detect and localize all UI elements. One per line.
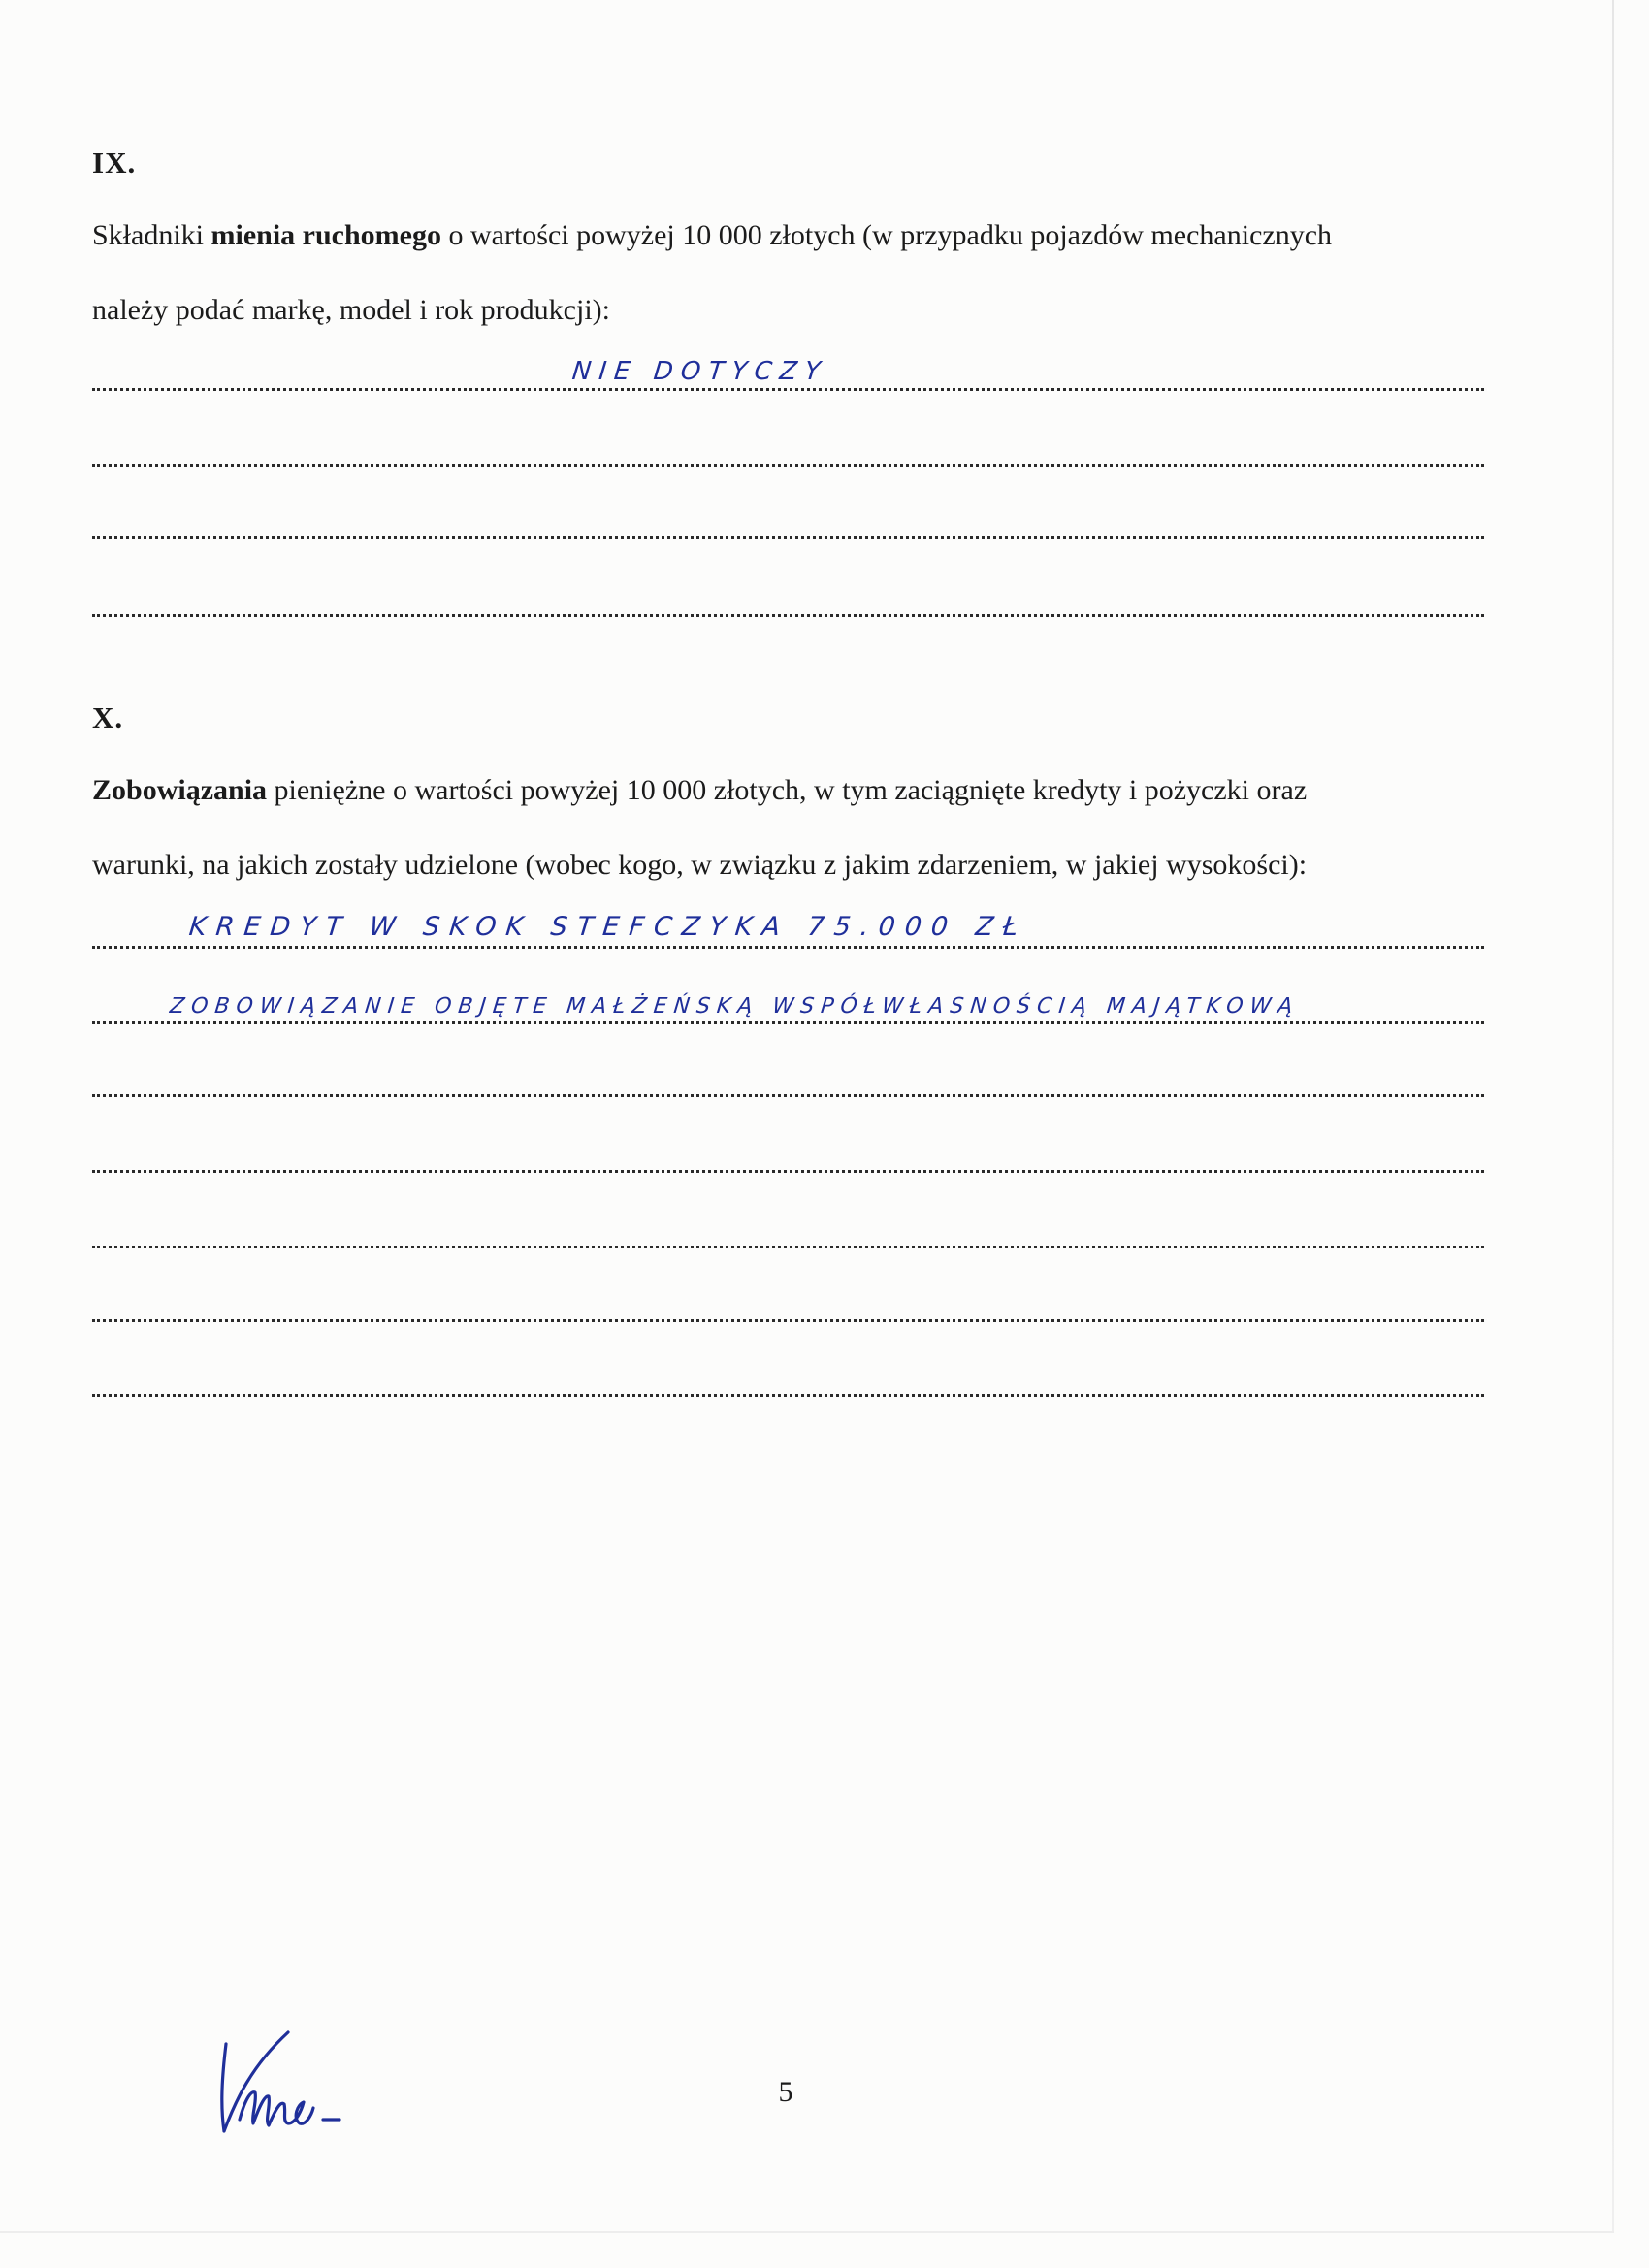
section-x-heading: X. xyxy=(92,700,124,734)
section-ix-line1-post: o wartości powyżej 10 000 złotych (w przypadku pojazdów mechanicznych xyxy=(440,219,1333,251)
section-ix-heading: IX. xyxy=(92,146,137,179)
section-x-line2: warunki, na jakich zostały udzielone (wobec kogo, w związku z jakim zdarzeniem, w jakiej wysokości): xyxy=(92,849,1308,881)
section-ix-line1 xyxy=(92,221,1489,250)
section-ix-dotted-line-2 xyxy=(92,464,1484,467)
page-number: 5 xyxy=(778,2076,793,2108)
section-x-dotted-line-6 xyxy=(92,1319,1484,1322)
section-ix-dotted-line-3 xyxy=(92,536,1484,539)
section-ix-line2: należy podać markę, model i rok produkcji): xyxy=(92,294,610,326)
section-x-dotted-line-4 xyxy=(92,1170,1484,1173)
section-ix-handwritten-answer: NIE DOTYCZY xyxy=(570,357,830,386)
section-x-line1 xyxy=(92,776,1489,805)
section-x-dotted-line-2 xyxy=(92,1021,1484,1024)
scan-edge-right xyxy=(1612,0,1614,2231)
handwritten-signature xyxy=(209,2023,354,2139)
section-x-line1-post: pieniężne o wartości powyżej 10 000 złotych, w tym zaciągnięte kredyty i pożyczki oraz xyxy=(267,774,1308,806)
section-x-dotted-line-7 xyxy=(92,1394,1484,1397)
section-ix-dotted-line-1 xyxy=(92,388,1484,391)
section-x-handwritten-answer-1: KREDYT W SKOK STEFCZYKA 75.000 ZŁ xyxy=(187,912,1030,942)
section-ix-line1-bold: mienia ruchomego xyxy=(210,219,441,251)
section-x-line1-bold: Zobowiązania xyxy=(92,774,268,806)
section-x-dotted-line-5 xyxy=(92,1246,1484,1248)
scan-edge-bottom xyxy=(0,2231,1614,2233)
section-x-dotted-line-1 xyxy=(92,946,1484,949)
section-ix-dotted-line-4 xyxy=(92,614,1484,617)
section-x-handwritten-answer-2: ZOBOWIĄZANIE OBJĘTE MAŁŻEŃSKĄ WSPÓŁWŁASNOŚCIĄ MAJĄTKOWĄ xyxy=(168,994,1301,1019)
section-ix-line1-pre: Składniki xyxy=(92,219,211,251)
section-x-dotted-line-3 xyxy=(92,1094,1484,1097)
